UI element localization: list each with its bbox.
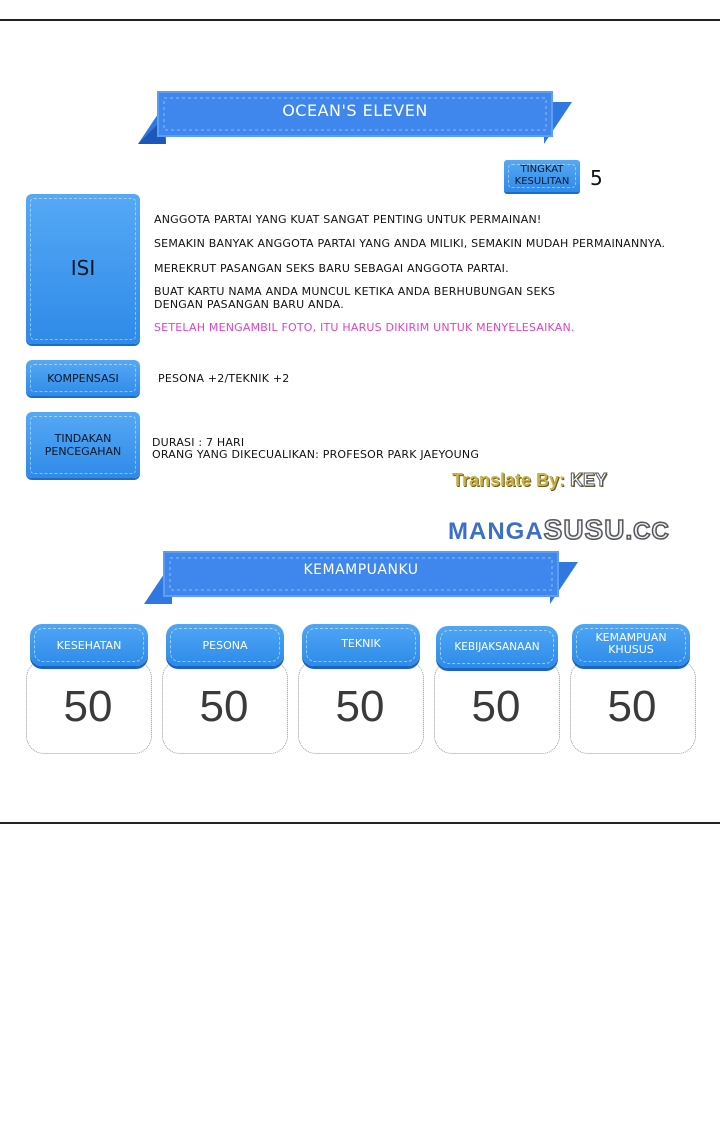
quest-title-ribbon <box>138 90 572 146</box>
stat-value: 50 <box>63 682 113 731</box>
content-label: ISI <box>70 256 96 280</box>
stat-label: KESEHATAN <box>56 639 122 652</box>
stats-ribbon-shape <box>144 550 578 606</box>
translate-credit <box>452 470 607 491</box>
bottom-divider <box>0 822 720 824</box>
difficulty-badge <box>504 160 580 192</box>
reward-label-box <box>26 360 140 396</box>
difficulty-value: 5 <box>590 166 603 190</box>
stat-label-box <box>166 624 284 666</box>
stats-title-ribbon <box>144 550 578 606</box>
prevention-line-2: ORANG YANG DIKECUALIKAN: PROFESOR PARK JAEYOUNG <box>152 448 480 461</box>
stat-label-box <box>572 624 690 666</box>
site-watermark <box>448 514 670 546</box>
content-line-1: ANGGOTA PARTAI YANG KUAT SANGAT PENTING UNTUK PERMAINAN! <box>154 213 542 226</box>
site-name-part-a: MANGA <box>448 518 544 545</box>
stat-value: 50 <box>471 682 521 731</box>
stat-label-box <box>302 624 420 666</box>
stat-label: KEBIJAKSANAAN <box>454 641 540 653</box>
site-name-part-c: .CC <box>625 518 670 545</box>
stat-label: TEKNIK <box>341 637 381 650</box>
translate-by-text: Translate By: <box>452 470 566 490</box>
stats-title: KEMAMPUANKU <box>303 562 419 578</box>
stat-value: 50 <box>607 682 657 731</box>
reward-value: PESONA +2/TEKNIK +2 <box>158 372 290 385</box>
content-label-box <box>26 194 140 344</box>
top-divider <box>0 19 720 21</box>
stat-label: KEMAMPUAN KHUSUS <box>595 631 667 656</box>
stat-value: 50 <box>335 682 385 731</box>
content-line-4: BUAT KARTU NAMA ANDA MUNCUL KETIKA ANDA BERHUBUNGAN SEKS <box>154 285 556 298</box>
stat-label-box <box>30 624 148 666</box>
quest-title: OCEAN'S ELEVEN <box>282 101 428 120</box>
stat-label-box <box>436 626 558 668</box>
content-line-5: DENGAN PASANGAN BARU ANDA. <box>154 298 344 311</box>
prevention-line-1: DURASI : 7 HARI <box>152 436 245 449</box>
stat-label: PESONA <box>202 639 248 652</box>
prevention-label-box <box>26 412 140 478</box>
content-line-2: SEMAKIN BANYAK ANGGOTA PARTAI YANG ANDA MILIKI, SEMAKIN MUDAH PERMAINANNYA. <box>154 237 666 250</box>
site-name-part-b: SUSU <box>543 514 626 545</box>
difficulty-label: TINGKAT KESULITAN <box>514 164 570 187</box>
translator-name: KEY <box>570 470 608 490</box>
content-line-highlight: SETELAH MENGAMBIL FOTO, ITU HARUS DIKIRIM UNTUK MENYELESAIKAN. <box>154 321 575 334</box>
stat-value: 50 <box>199 682 249 731</box>
prevention-label: TINDAKAN PENCEGAHAN <box>44 432 122 458</box>
reward-label: KOMPENSASI <box>47 372 119 385</box>
content-line-3: MEREKRUT PASANGAN SEKS BARU SEBAGAI ANGGOTA PARTAI. <box>154 262 509 275</box>
